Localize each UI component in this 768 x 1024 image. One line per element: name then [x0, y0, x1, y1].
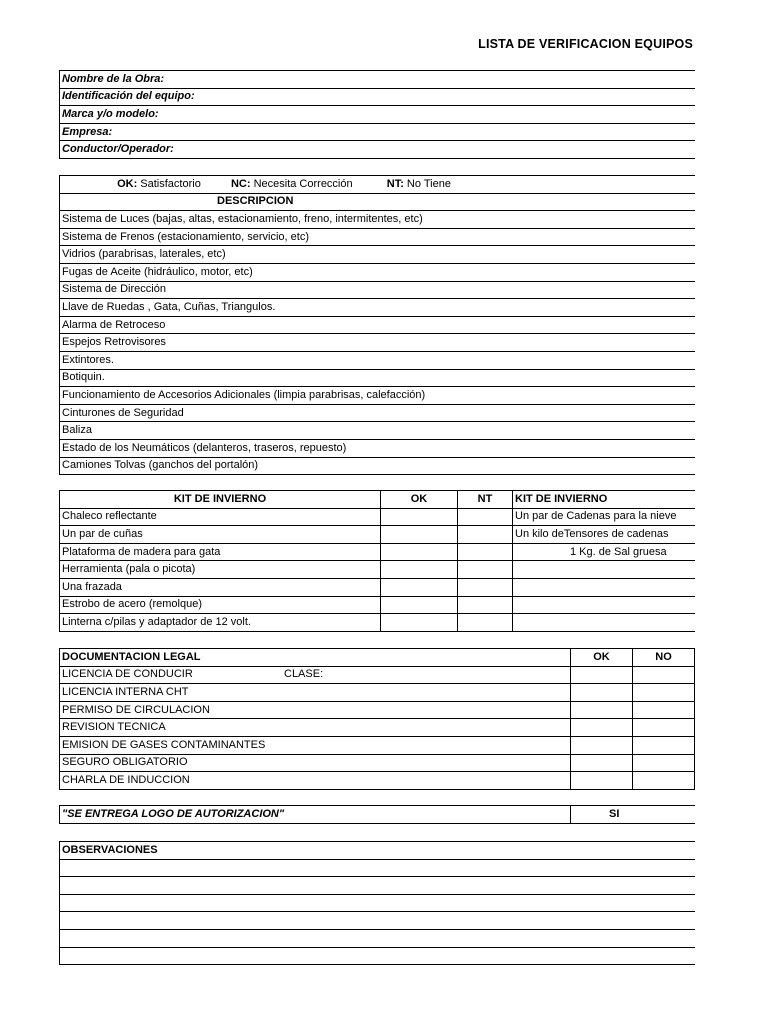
legend-row — [60, 176, 696, 194]
legend-nt-code: NT: — [386, 177, 404, 190]
descripcion-item[interactable]: Botiquin. — [60, 369, 696, 387]
page-title: LISTA DE VERIFICACION EQUIPOS — [478, 37, 693, 51]
kit-nt-cell[interactable] — [458, 614, 513, 632]
descripcion-item[interactable]: Sistema de Dirección — [60, 281, 696, 299]
kit-right-item — [513, 561, 696, 579]
descripcion-item[interactable]: Fugas de Aceite (hidráulico, motor, etc) — [60, 263, 696, 281]
descripcion-item[interactable]: Espejos Retrovisores — [60, 334, 696, 352]
descripcion-table — [59, 175, 695, 475]
documentacion-item-label: LICENCIA DE CONDUCIR — [62, 668, 193, 681]
documentacion-ok-cell[interactable] — [571, 754, 633, 772]
field-empresa[interactable]: Empresa: — [60, 123, 696, 141]
documentacion-ok-cell[interactable] — [571, 736, 633, 754]
documentacion-item — [60, 666, 571, 684]
documentacion-no-cell[interactable] — [633, 772, 695, 790]
field-identificacion-equipo[interactable]: Identificación del equipo: — [60, 88, 696, 106]
observaciones-line[interactable] — [60, 947, 696, 965]
kit-right-item — [513, 578, 696, 596]
kit-ok-cell[interactable] — [381, 561, 458, 579]
descripcion-item[interactable]: Camiones Tolvas (ganchos del portalón) — [60, 457, 696, 475]
observaciones-line[interactable] — [60, 877, 696, 895]
clase-label: CLASE: — [284, 668, 324, 681]
descripcion-item[interactable]: Extintores. — [60, 351, 696, 369]
observaciones-line[interactable] — [60, 894, 696, 912]
legend-ok-code: OK: — [117, 177, 138, 190]
observaciones-line[interactable] — [60, 929, 696, 947]
kit-right-item: Un kilo deTensores de cadenas — [513, 526, 696, 544]
documentacion-ok-cell[interactable] — [571, 701, 633, 719]
kit-right-item — [513, 596, 696, 614]
field-nombre-obra[interactable]: Nombre de la Obra: — [60, 71, 696, 89]
descripcion-item[interactable]: Vidrios (parabrisas, laterales, etc) — [60, 246, 696, 264]
descripcion-item[interactable]: Funcionamiento de Accesorios Adicionales (limpia parabrisas, calefacción) — [60, 387, 696, 405]
descripcion-item[interactable]: Alarma de Retroceso — [60, 316, 696, 334]
kit-ok-cell[interactable] — [381, 578, 458, 596]
observaciones-heading: OBSERVACIONES — [60, 842, 696, 860]
documentacion-item: REVISION TECNICA — [60, 719, 571, 737]
documentacion-no-cell[interactable] — [633, 754, 695, 772]
kit-col-nt: NT — [458, 491, 513, 509]
descripcion-item[interactable]: Baliza — [60, 422, 696, 440]
kit-heading-right: KIT DE INVIERNO — [513, 491, 696, 509]
field-marca-modelo[interactable]: Marca y/o modelo: — [60, 106, 696, 124]
documentacion-ok-cell[interactable] — [571, 719, 633, 737]
documentacion-ok-cell[interactable] — [571, 772, 633, 790]
documentacion-ok-cell[interactable] — [571, 666, 633, 684]
kit-ok-cell[interactable] — [381, 508, 458, 526]
logo-si[interactable]: SI — [571, 806, 696, 824]
kit-left-item: Un par de cuñas — [60, 526, 381, 544]
kit-nt-cell[interactable] — [458, 543, 513, 561]
documentacion-no-cell[interactable] — [633, 719, 695, 737]
documentacion-item: LICENCIA INTERNA CHT — [60, 684, 571, 702]
documentacion-item: PERMISO DE CIRCULACION — [60, 701, 571, 719]
observaciones-table — [59, 841, 695, 965]
documentacion-ok-cell[interactable] — [571, 684, 633, 702]
kit-right-item — [513, 614, 696, 632]
kit-nt-cell[interactable] — [458, 578, 513, 596]
kit-ok-cell[interactable] — [381, 614, 458, 632]
kit-left-item: Una frazada — [60, 578, 381, 596]
kit-left-item: Linterna c/pilas y adaptador de 12 volt. — [60, 614, 381, 632]
legend-ok-text: Satisfactorio — [140, 177, 201, 190]
observaciones-line[interactable] — [60, 859, 696, 877]
kit-table — [59, 490, 695, 632]
documentacion-item: CHARLA DE INDUCCION — [60, 772, 571, 790]
descripcion-item[interactable]: Sistema de Luces (bajas, altas, estacionamiento, freno, intermitentes, etc) — [60, 211, 696, 229]
header-table — [59, 70, 695, 159]
legend-nt-text: No Tiene — [406, 177, 451, 190]
kit-left-item: Estrobo de acero (remolque) — [60, 596, 381, 614]
logo-table — [59, 805, 695, 824]
field-conductor-operador[interactable]: Conductor/Operador: — [60, 141, 696, 159]
documentacion-col-ok: OK — [571, 649, 633, 667]
legend-nc-code: NC: — [230, 177, 251, 190]
kit-right-item: 1 Kg. de Sal gruesa — [513, 543, 696, 561]
documentacion-table — [59, 648, 695, 790]
kit-ok-cell[interactable] — [381, 543, 458, 561]
documentacion-no-cell[interactable] — [633, 666, 695, 684]
descripcion-item[interactable]: Llave de Ruedas , Gata, Cuñas, Triangulos. — [60, 299, 696, 317]
documentacion-item: EMISION DE GASES CONTAMINANTES — [60, 736, 571, 754]
documentacion-no-cell[interactable] — [633, 736, 695, 754]
documentacion-col-no: NO — [633, 649, 695, 667]
kit-ok-cell[interactable] — [381, 596, 458, 614]
kit-left-item: Herramienta (pala o picota) — [60, 561, 381, 579]
documentacion-no-cell[interactable] — [633, 684, 695, 702]
kit-ok-cell[interactable] — [381, 526, 458, 544]
kit-left-item: Plataforma de madera para gata — [60, 543, 381, 561]
kit-left-item: Chaleco reflectante — [60, 508, 381, 526]
logo-label: "SE ENTREGA LOGO DE AUTORIZACION" — [60, 806, 571, 824]
kit-nt-cell[interactable] — [458, 526, 513, 544]
kit-right-item: Un par de Cadenas para la nieve — [513, 508, 696, 526]
kit-nt-cell[interactable] — [458, 596, 513, 614]
kit-nt-cell[interactable] — [458, 561, 513, 579]
kit-nt-cell[interactable] — [458, 508, 513, 526]
documentacion-item: SEGURO OBLIGATORIO — [60, 754, 571, 772]
kit-col-ok: OK — [381, 491, 458, 509]
descripcion-item[interactable]: Estado de los Neumáticos (delanteros, traseros, repuesto) — [60, 439, 696, 457]
descripcion-item[interactable]: Cinturones de Seguridad — [60, 404, 696, 422]
legend-nc-text: Necesita Corrección — [253, 177, 353, 190]
documentacion-heading: DOCUMENTACION LEGAL — [60, 649, 571, 667]
kit-heading-left: KIT DE INVIERNO — [60, 491, 381, 509]
documentacion-no-cell[interactable] — [633, 701, 695, 719]
descripcion-heading: DESCRIPCION — [60, 193, 696, 211]
observaciones-line[interactable] — [60, 912, 696, 930]
descripcion-item[interactable]: Sistema de Frenos (estacionamiento, servicio, etc) — [60, 228, 696, 246]
